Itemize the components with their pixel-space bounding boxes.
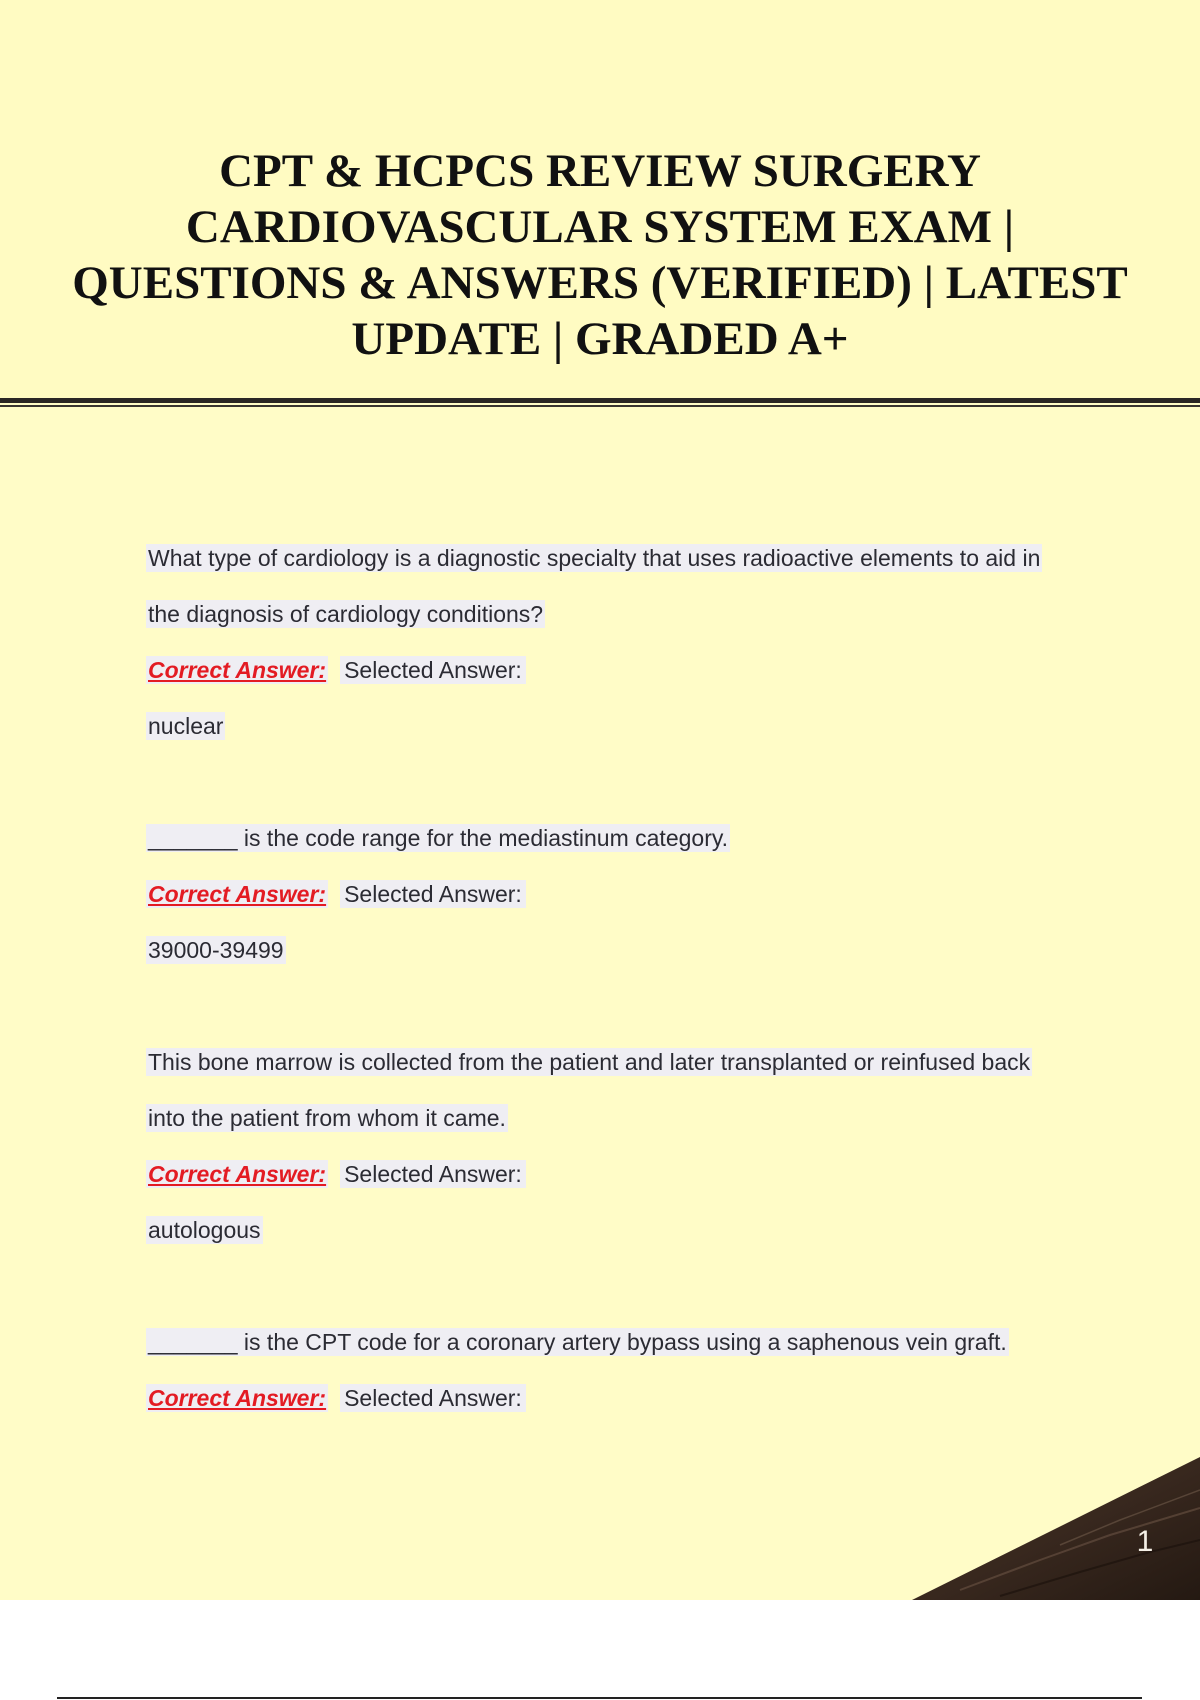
document-title: CPT & HCPCS REVIEW SURGERY CARDIOVASCULAR SYSTEM EXAM | QUESTIONS & ANSWERS (VERIFIED) | LATEST UPDATE | GRADED A+ xyxy=(72,145,1128,365)
selected-answer-label: Selected Answer: xyxy=(340,656,526,684)
question-text: _______ is the CPT code for a coronary artery bypass using a saphenous vein graft. xyxy=(148,1329,1007,1355)
selected-answer-label: Selected Answer: xyxy=(340,1160,526,1188)
correct-answer-label: Correct Answer: xyxy=(148,1161,327,1187)
question-text: This bone marrow is collected from the patient and later transplanted or reinfused back xyxy=(148,1049,1031,1075)
selected-answer-label: Selected Answer: xyxy=(340,1384,526,1412)
answer-text: 39000-39499 xyxy=(148,937,284,963)
question-text: _______ is the code range for the mediastinum category. xyxy=(148,825,729,851)
question-text: the diagnosis of cardiology conditions? xyxy=(148,601,544,627)
question-text: What type of cardiology is a diagnostic specialty that uses radioactive elements to aid in xyxy=(148,545,1041,571)
correct-answer-label: Correct Answer: xyxy=(148,1385,327,1411)
footer-divider xyxy=(57,1697,1142,1699)
answer-text: nuclear xyxy=(148,713,224,739)
selected-answer-label: Selected Answer: xyxy=(340,880,526,908)
correct-answer-label: Correct Answer: xyxy=(148,657,327,683)
page-number: 1 xyxy=(1136,1525,1154,1558)
answer-text: autologous xyxy=(148,1217,261,1243)
correct-answer-label: Correct Answer: xyxy=(148,881,327,907)
question-text: into the patient from whom it came. xyxy=(148,1105,506,1131)
